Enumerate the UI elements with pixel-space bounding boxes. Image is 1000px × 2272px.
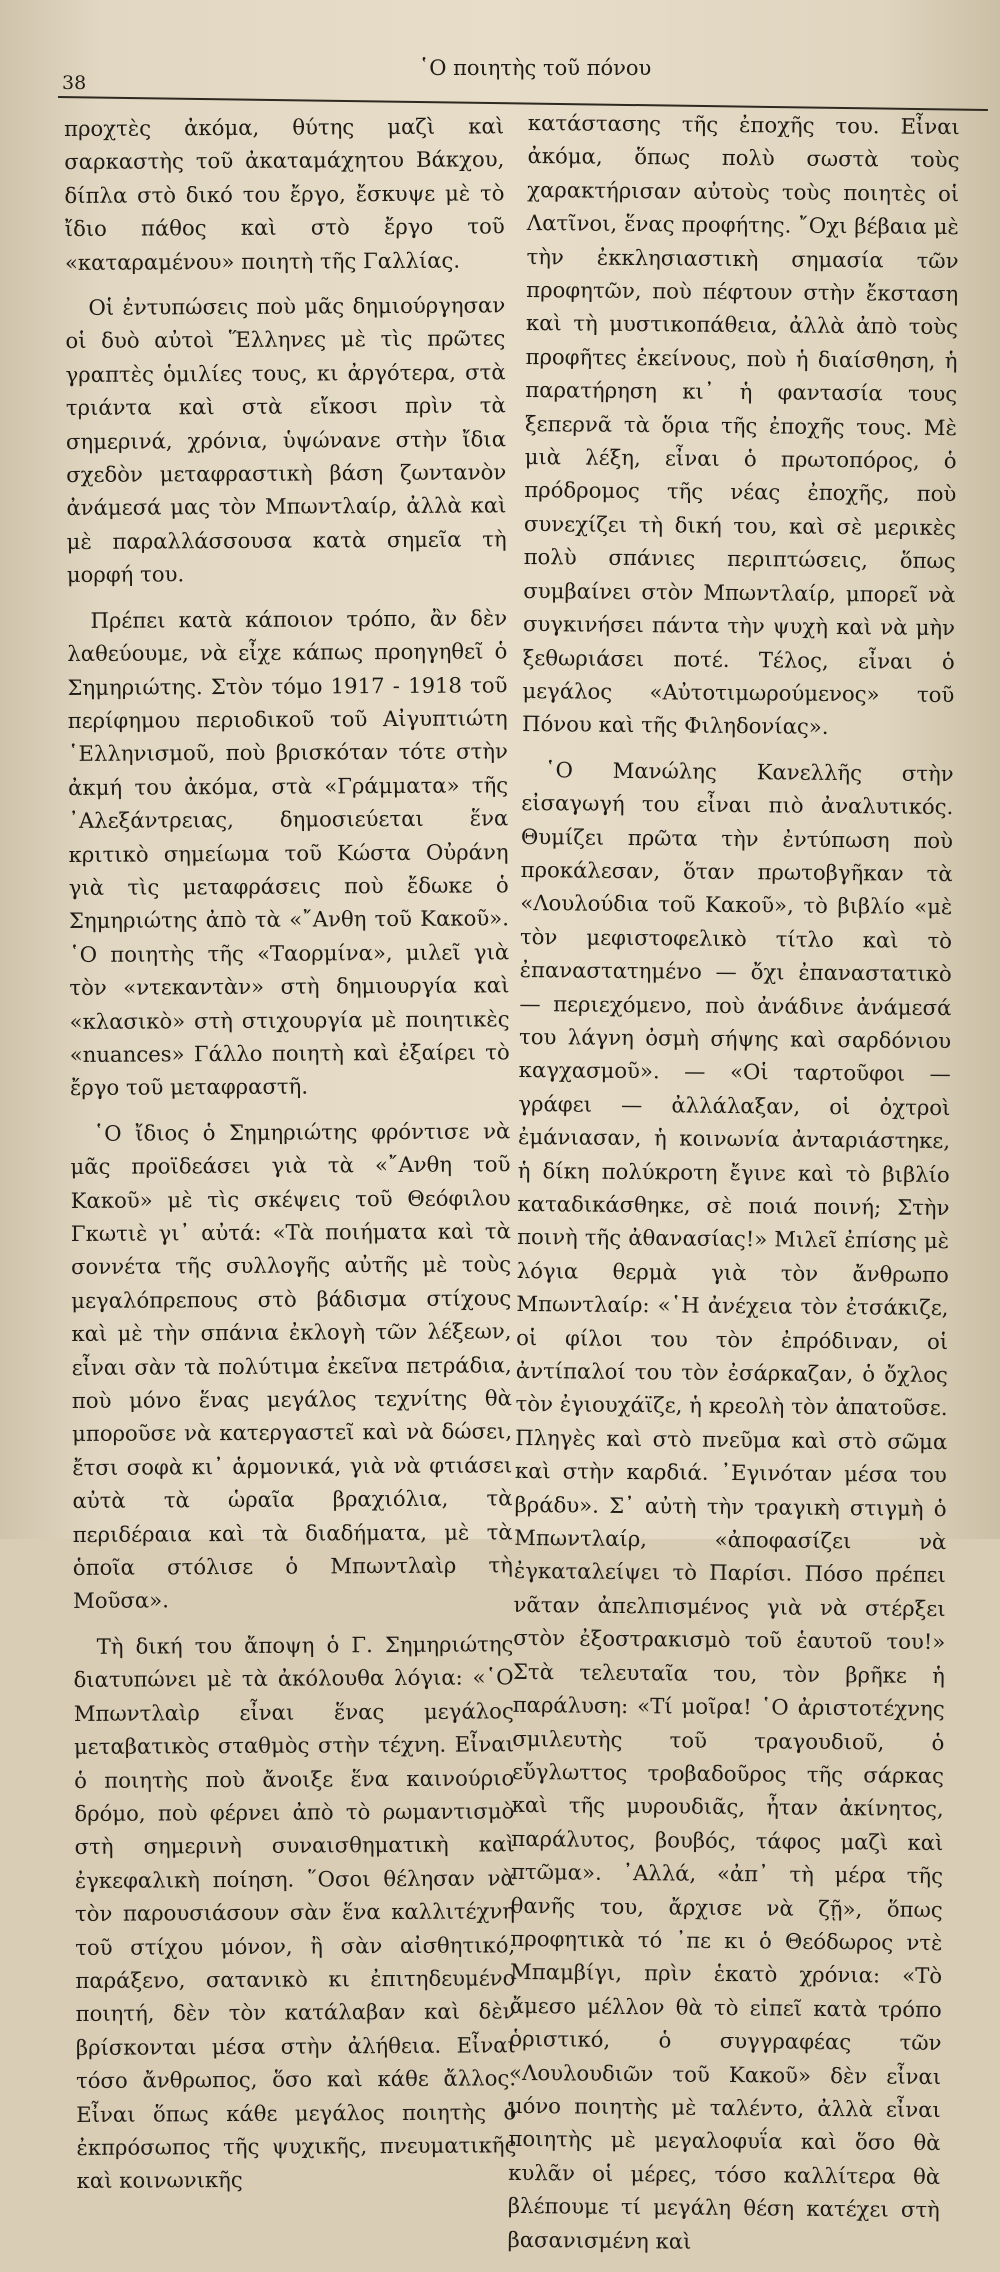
paragraph: Τὴ δική του ἄποψη ὁ Γ. Σημηριώτης διατυπώνει μὲ τὰ ἀκόλουθα λόγια: «῾Ο Μπωντλαὶρ εἶναι ἕνας μεγάλος μεταβατικὸς σταθμὸς στὴν τέχνη. Εἶναι ὁ ποιητὴς ποὺ ἄνοιξε ἕνα καινούριο δρόμο, ποὺ φέρνει ἀπὸ τὸ ρωμαντισμὸ στὴ σημερινὴ συναισθηματικὴ καὶ ἐγκεφαλικὴ ποίηση. ῞Οσοι θέλησαν νὰ τὸν παρουσιάσουν σὰν ἕνα καλλιτέχνη τοῦ στίχου μόνον, ἢ σὰν αἰσθητικό, παράξενο, σατανικὸ κι ἐπιτηδευμένο ποιητή, δὲν τὸν κατάλαβαν καὶ δὲν βρίσκονται μέσα στὴν ἀλήθεια. Εἶναι τόσο ἄνθρωπος, ὅσο καὶ κάθε ἄλλος. Εἶναι ὅπως κάθε μεγάλος ποιητὴς ὁ ἐκπρόσωπος τῆς ψυχικῆς, πνευματικῆς καὶ κοινωνικῆς (73, 1631, 517, 2194)
right-column (507, 106, 960, 2272)
left-column (64, 109, 517, 2209)
paragraph: προχτὲς ἀκόμα, θύτης μαζὶ καὶ σαρκαστὴς τοῦ ἀκαταμάχητου Βάκχου, δίπλα στὸ δικό του ἔργο, ἔσκυψε μὲ τὸ ἴδιο πάθος καὶ στὸ ἔργο τοῦ «καταραμένου» ποιητὴ τῆς Γαλλίας. (64, 113, 505, 275)
paragraph: κατάστασης τῆς ἐποχῆς του. Εἶναι ἀκόμα, ὅπως πολὺ σωστὰ τοὺς χαρακτήρισαν αὐτοὺς τοὺς ποιητὲς οἱ Λατῖνοι, ἕνας προφήτης. ῎Οχι βέβαια μὲ τὴν ἐκκλησιαστικὴ σημασία τῶν προφητῶν, ποὺ πέφτουν στὴν ἔκσταση καὶ τὴ μυστικοπάθεια, ἀλλὰ ἀπὸ τοὺς προφῆτες ἐκείνους, ποὺ ἡ διαίσθηση, ἡ παρατήρηση κι᾿ ἡ φαντασία τους ξεπερνᾶ τὰ ὅρια τῆς ἐποχῆς τους. Μὲ μιὰ λέξη, εἶναι ὁ πρωτοπόρος, ὁ πρόδρομος τῆς νέας ἐποχῆς, ποὺ συνεχίζει τὴ δική του, καὶ σὲ μερικὲς πολὺ σπάνιες περιπτώσεις, ὅπως συμβαίνει στὸν Μπωντλαίρ, μπορεῖ νὰ συγκινήσει πάντα τὴν ψυχὴ καὶ νὰ μὴν ξεθωριάσει ποτέ. Τέλος, εἶναι ὁ μεγάλος «Αὐτοτιμωρούμενος» τοῦ Πόνου καὶ τῆς Φιληδονίας». (521, 109, 960, 740)
paragraph: Πρέπει κατὰ κάποιον τρόπο, ἂν δὲν λαθεύουμε, νὰ εἶχε κάπως προηγηθεῖ ὁ Σημηριώτης. Στὸν τόμο 1917 - 1918 τοῦ περίφημου περιοδικοῦ τοῦ Αἰγυπτιώτη ῾Ελληνισμοῦ, ποὺ βρισκόταν τότε στὴν ἀκμή του ἀκόμα, στὰ «Γράμματα» τῆς ᾿Αλεξάντρειας, δημοσιεύεται ἕνα κριτικὸ σημείωμα τοῦ Κώστα Οὐράνη γιὰ τὶς μεταφράσεις ποὺ ἔδωκε ὁ Σημηριώτης ἀπὸ τὰ «῎Ανθη τοῦ Κακοῦ». ῾Ο ποιητὴς τῆς «Ταορμίνα», μιλεῖ γιὰ τὸν «ντεκαντὰν» στὴ δημιουργία καὶ «κλασικὸ» στὴ στιχουργία μὲ ποιητικὲς «nuances» Γάλλο ποιητὴ καὶ ἐξαίρει τὸ ἔργο τοῦ μεταφραστῆ. (67, 604, 510, 1101)
paragraph: Οἱ ἐντυπώσεις ποὺ μᾶς δημιούργησαν οἱ δυὸ αὐτοὶ Ἕλληνες μὲ τὶς πρῶτες γραπτὲς ὁμιλίες τους, κι ἀργότερα, στὰ τριάντα καὶ στὰ εἴκοσι πρὶν τὰ σημερινά, χρόνια, ὑψώνανε στὴν ἴδια σχεδὸν μεταφραστικὴ βάση ζωντανὸν ἀνάμεσά μας τὸν Μπωντλαίρ, ἀλλὰ καὶ μὲ παραλλάσσουσα κατὰ σημεῖα τὴ μορφή του. (65, 292, 507, 588)
running-title: ῾Ο ποιητὴς τοῦ πόνου (418, 56, 652, 80)
page-number: 38 (62, 72, 87, 94)
paragraph: ῾Ο ἴδιος ὁ Σημηριώτης φρόντισε νὰ μᾶς προϊδεάσει γιὰ τὰ «῎Ανθη τοῦ Κακοῦ» μὲ τὶς σκέψεις τοῦ Θεόφιλου Γκωτιὲ γι᾿ αὐτά: «Τὰ ποιήματα καὶ τὰ σοννέτα τῆς συλλογῆς αὐτῆς μὲ τοὺς μεγαλόπρεπους στὸ βάδισμα στίχους καὶ μὲ τὴν σπάνια ἐκλογὴ τῶν λέξεων, εἶναι σὰν τὰ πολύτιμα ἐκεῖνα πετράδια, ποὺ μόνο ἕνας μεγάλος τεχνίτης θὰ μποροῦσε νὰ κατεργαστεῖ καὶ νὰ δώσει, ἔτσι σοφὰ κι᾿ ἁρμονικά, γιὰ νὰ φτιάσει αὐτὰ τὰ ὡραῖα βραχιόλια, τὰ περιδέραια καὶ τὰ διαδήματα, μὲ τὰ ὁποῖα στόλισε ὁ Μπωντλαὶρ τὴ Μοῦσα». (70, 1118, 513, 1614)
paragraph: ῾Ο Μανώλης Κανελλῆς στὴν εἰσαγωγή του εἶναι πιὸ ἀναλυτικός. Θυμίζει πρῶτα τὴν ἐντύπωση ποὺ προκάλεσαν, ὅταν πρωτοβγῆκαν τὰ «Λουλούδια τοῦ Κακοῦ», τὸ βιβλίο «μὲ τὸν μεφιστοφελικὸ τίτλο καὶ τὸ ἐπαναστατημένο — ὄχι ἐπαναστατικὸ — περιεχόμενο, ποὺ ἀνάδινε ἀνάμεσά του λάγνη ὀσμὴ σήψης καὶ σαρδόνιου καγχασμοῦ». — «Οἱ ταρτοῦφοι — γράφει — ἀλλάλαξαν, οἱ ὀχτροὶ ἐμάνιασαν, ἡ κοινωνία ἀνταριάστηκε, ἡ δίκη πολύκροτη ἔγινε καὶ τὸ βιβλίο καταδικάσθηκε, σὲ ποιά ποινή; Στὴν ποινὴ τῆς ἀθανασίας!» Μιλεῖ ἐπίσης μὲ λόγια θερμὰ γιὰ τὸν ἄνθρωπο Μπωντλαίρ: «῾Η ἀνέχεια τὸν ἐτσάκιζε, οἱ φίλοι του τὸν ἐπρόδιναν, οἱ ἀντίπαλοί του τὸν ἐσάρκαζαν, ὁ ὄχλος τὸν ἐγιουχάϊζε, ἡ κρεολὴ τὸν ἀπατοῦσε. Πληγὲς καὶ στὸ πνεῦμα καὶ στὸ σῶμα καὶ στὴν καρδιά. ᾿Εγινόταν μέσα του βράδυ». Σ᾿ αὐτὴ τὴν τραγικὴ στιγμὴ ὁ Μπωντλαίρ, «ἀποφασίζει νὰ ἐγκαταλείψει τὸ Παρίσι. Πόσο πρέπει νᾶταν ἀπελπισμένος γιὰ νὰ στέρξει στὸν ἐξοστρακισμὸ τοῦ ἑαυτοῦ του!» Στὰ τελευταῖα του, τὸν βρῆκε ἡ παράλυση: «Τί μοῖρα! ῾Ο ἀριστοτέχνης σμιλευτὴς τοῦ τραγουδιοῦ, ὁ εὔγλωττος τροβαδοῦρος τῆς σάρκας καὶ τῆς μυρουδιᾶς, ἦταν ἀκίνητος, παράλυτος, βουβός, τάφος μαζὶ καὶ πτῶμα». ᾿Αλλά, «ἀπ᾿ τὴ μέρα τῆς θανῆς του, ἄρχισε νὰ ζῇ», ὅπως προφητικὰ τό ᾿πε κι ὁ Θεόδωρος ντὲ Μπαμβίγι, πρὶν ἑκατὸ χρόνια: «Τὸ ἄμεσο μέλλον θὰ τὸ εἰπεῖ κατὰ τρόπο ὁριστικό, ὁ συγγραφέας τῶν «Λουλουδιῶν τοῦ Κακοῦ» δὲν εἶναι μόνο ποιητὴς μὲ ταλέντο, ἀλλὰ εἶναι ποιητὴς μὲ μεγαλοφυΐα καὶ ὅσο θὰ κυλᾶν οἱ μέρες, τόσο καλλίτερα θὰ βλέπουμε τί μεγάλη θέση κατέχει στὴ βασανισμένη καὶ (507, 756, 954, 2254)
